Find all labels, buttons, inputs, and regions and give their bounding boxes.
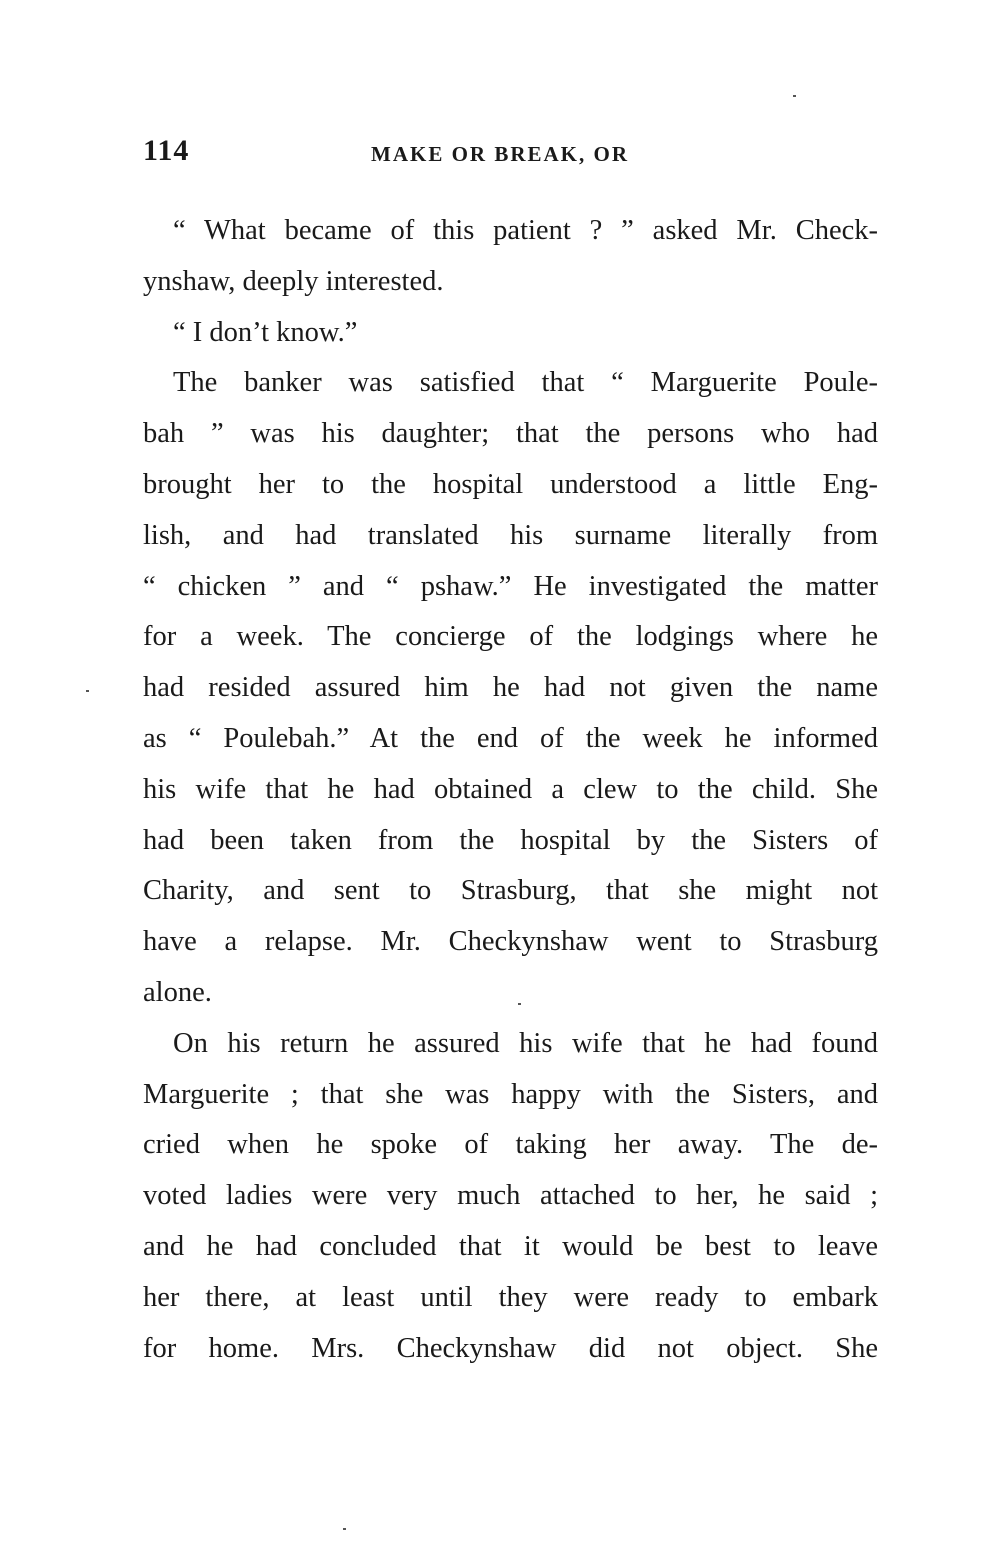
text-line: brought her to the hospital understood a little Eng- — [143, 468, 878, 500]
text-line: bah ” was his daughter; that the persons who had — [143, 418, 878, 450]
body-text — [143, 206, 878, 1374]
text-line: “ chicken ” and “ pshaw.” He investigated the matter — [143, 570, 878, 602]
text-line: The banker was satisfied that “ Marguerite Poule- — [173, 367, 878, 399]
running-head: MAKE OR BREAK, OR — [371, 142, 630, 166]
text-line: cried when he spoke of taking her away. The de- — [143, 1129, 878, 1161]
text-line: voted ladies were very much attached to her, he said ; — [143, 1180, 878, 1212]
page-header — [143, 134, 878, 174]
scan-speck — [86, 690, 89, 692]
text-line: had been taken from the hospital by the Sisters of — [143, 824, 878, 856]
text-line: as “ Poulebah.” At the end of the week he informed — [143, 722, 878, 754]
text-line: had resided assured him he had not given the name — [143, 672, 878, 704]
text-line: On his return he assured his wife that he had found — [173, 1027, 878, 1059]
scan-speck — [793, 95, 796, 97]
text-line: lish, and had translated his surname literally from — [143, 519, 878, 551]
text-line: his wife that he had obtained a clew to the child. She — [143, 773, 878, 805]
text-line: for a week. The concierge of the lodgings where he — [143, 621, 878, 653]
text-line: her there, at least until they were ready to embark — [143, 1281, 878, 1313]
text-line: alone. — [143, 976, 212, 1008]
text-line: “ I don’t know.” — [173, 316, 358, 348]
text-line: for home. Mrs. Checkynshaw did not object. She — [143, 1332, 878, 1364]
text-line: “ What became of this patient ? ” asked Mr. Check- — [173, 215, 878, 246]
text-line: Charity, and sent to Strasburg, that she might not — [143, 875, 878, 907]
text-line: ynshaw, deeply interested. — [143, 265, 444, 297]
text-line: and he had concluded that it would be best to leave — [143, 1230, 878, 1262]
page-number: 114 — [143, 134, 190, 167]
scan-speck — [343, 1528, 346, 1530]
text-line: Marguerite ; that she was happy with the Sisters, and — [143, 1078, 878, 1110]
scan-speck — [518, 1003, 521, 1005]
text-line: have a relapse. Mr. Checkynshaw went to Strasburg — [143, 926, 878, 958]
